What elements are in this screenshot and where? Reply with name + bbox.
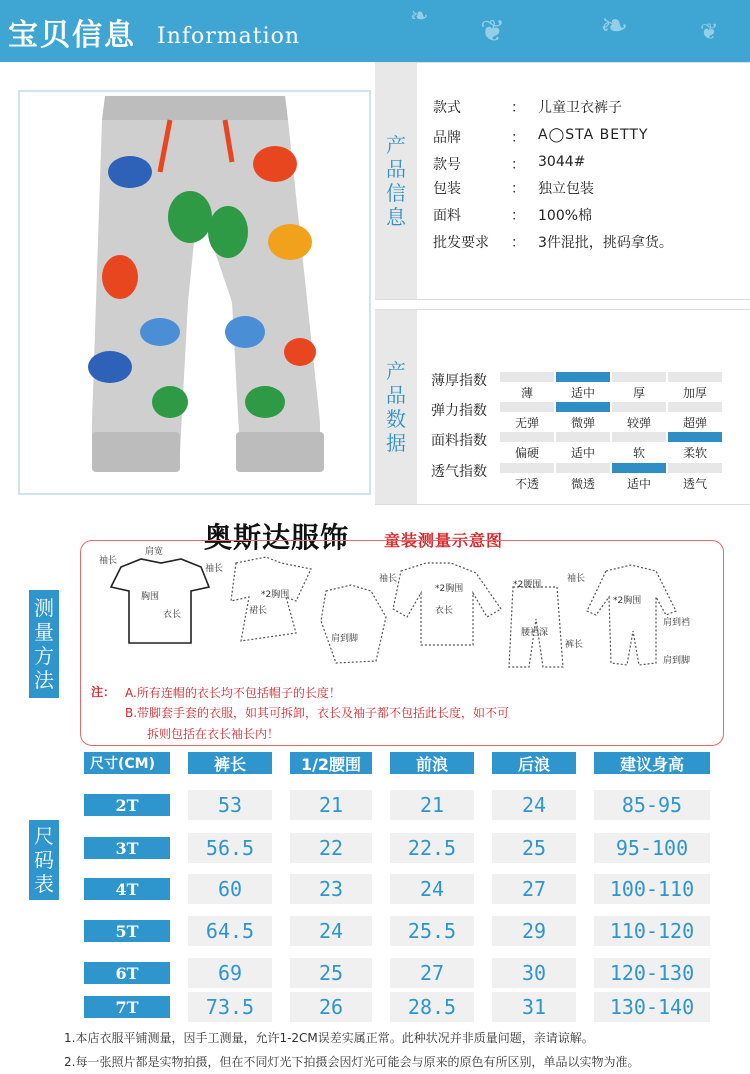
index-option-label: 薄 xyxy=(520,386,533,400)
leaf-decoration-icon: ❧ xyxy=(600,6,629,46)
index-option xyxy=(556,432,610,460)
diagram-label: *2胸围 xyxy=(435,584,464,594)
info-key: 款号 xyxy=(433,157,461,173)
info-value: 3044# xyxy=(538,154,586,170)
header-band xyxy=(0,0,750,62)
table-cell: 110-120 xyxy=(594,916,710,946)
index-name: 弹力指数 xyxy=(431,403,487,419)
table-cell: 21 xyxy=(390,790,474,820)
table-cell: 22 xyxy=(290,833,372,863)
index-option-label: 透气 xyxy=(682,477,707,491)
header-title: 宝贝信息 xyxy=(8,18,136,53)
table-cell: 31 xyxy=(492,992,576,1022)
section-label-char: 产 xyxy=(386,132,406,157)
info-colon: ： xyxy=(511,130,525,146)
size-label: 3T xyxy=(84,837,170,859)
index-option xyxy=(500,372,554,400)
section-label-char: 数 xyxy=(386,406,406,431)
index-option xyxy=(612,372,666,400)
index-option xyxy=(668,402,722,430)
pants-image xyxy=(20,92,369,493)
size-label: 2T xyxy=(84,794,170,816)
table-cell: 130-140 xyxy=(594,992,710,1022)
table-cell: 53 xyxy=(188,790,272,820)
table-cell: 73.5 xyxy=(188,992,272,1022)
section-label-char: 产 xyxy=(386,358,406,383)
info-key: 品牌 xyxy=(433,130,461,146)
brand-name: 奥斯达服饰 xyxy=(204,521,350,554)
index-option-label: 无弹 xyxy=(514,416,539,430)
info-key: 批发要求 xyxy=(433,235,489,251)
divider xyxy=(375,299,750,300)
table-cell: 25 xyxy=(492,833,576,863)
index-indicator xyxy=(668,372,722,382)
index-option-label: 适中 xyxy=(570,386,595,400)
table-header: 尺寸(CM) xyxy=(84,752,170,774)
section-label-char: 据 xyxy=(386,430,406,455)
divider xyxy=(375,62,750,63)
index-option xyxy=(612,432,666,460)
leaf-decoration-icon: ❧ xyxy=(410,4,429,29)
index-option-label: 较弹 xyxy=(626,416,651,430)
index-indicator-selected xyxy=(556,372,610,382)
table-cell: 23 xyxy=(290,874,372,904)
side-tab-char: 测 xyxy=(34,596,54,620)
index-indicator xyxy=(556,463,610,473)
info-colon: ： xyxy=(511,235,525,251)
table-cell: 29 xyxy=(492,916,576,946)
info-value: 独立包装 xyxy=(538,181,594,197)
table-cell: 24 xyxy=(492,790,576,820)
diagram-label: 袖长 xyxy=(99,556,118,566)
index-option xyxy=(668,463,722,491)
diagram-label: 衣长 xyxy=(163,610,182,620)
index-name: 薄厚指数 xyxy=(431,373,487,389)
index-option-label: 微透 xyxy=(570,477,595,491)
measurement-diagram xyxy=(80,540,724,746)
table-cell: 27 xyxy=(492,874,576,904)
index-option-label: 加厚 xyxy=(682,386,707,400)
table-cell: 100-110 xyxy=(594,874,710,904)
index-name: 面料指数 xyxy=(431,433,487,449)
index-indicator xyxy=(668,463,722,473)
side-tab-char: 法 xyxy=(34,668,54,692)
diagram-label: 袖长 xyxy=(379,574,398,584)
table-cell: 22.5 xyxy=(390,833,474,863)
table-cell: 64.5 xyxy=(188,916,272,946)
divider xyxy=(375,309,750,310)
table-cell: 56.5 xyxy=(188,833,272,863)
size-table-tab xyxy=(29,820,59,900)
table-cell: 25.5 xyxy=(390,916,474,946)
index-option-label: 厚 xyxy=(632,386,645,400)
info-colon: ： xyxy=(511,208,525,224)
index-name: 透气指数 xyxy=(431,464,487,480)
index-option xyxy=(612,463,666,491)
side-tab-char: 方 xyxy=(34,644,54,668)
divider xyxy=(375,504,750,505)
diagram-label: 袖长 xyxy=(205,564,224,574)
diagram-label: 肩宽 xyxy=(145,547,164,557)
index-indicator-selected xyxy=(612,463,666,473)
index-option xyxy=(556,402,610,430)
measure-method-tab xyxy=(29,590,59,698)
info-colon: ： xyxy=(511,181,525,197)
index-option-label: 超弹 xyxy=(682,416,707,430)
product-info-label xyxy=(375,62,417,299)
diagram-label: *2胸围 xyxy=(613,596,642,606)
diagram-label: 裤长 xyxy=(565,640,584,650)
note-b: B.带脚套手套的衣服，如其可拆卸，衣长及袖子都不包括此长度，如不可 xyxy=(125,706,510,720)
index-option xyxy=(556,463,610,491)
info-value: 3件混批，挑码拿货。 xyxy=(538,235,673,251)
table-cell: 24 xyxy=(390,874,474,904)
note-prefix: 注： xyxy=(91,685,116,699)
diagram-title: 童装测量示意图 xyxy=(384,531,504,550)
section-label-char: 息 xyxy=(386,204,406,229)
index-option xyxy=(500,402,554,430)
table-cell: 21 xyxy=(290,790,372,820)
index-option-label: 偏硬 xyxy=(514,446,539,460)
footnote: 1.本店衣服平铺测量，因手工测量，允许1-2CM误差实属正常。此种状况并非质量问题，亲请谅解。 xyxy=(64,1031,594,1045)
index-indicator xyxy=(612,372,666,382)
note-a: A.所有连帽的衣长均不包括帽子的长度！ xyxy=(125,686,341,700)
table-cell: 28.5 xyxy=(390,992,474,1022)
side-tab-char: 码 xyxy=(34,848,54,872)
leaf-decoration-icon: ❦ xyxy=(480,14,506,49)
table-cell: 25 xyxy=(290,958,372,988)
size-label: 5T xyxy=(84,920,170,942)
index-option-label: 微弹 xyxy=(570,416,595,430)
index-indicator xyxy=(500,463,554,473)
table-header: 前浪 xyxy=(390,752,474,774)
side-tab-char: 表 xyxy=(34,872,54,896)
diagram-label: 肩到裆 xyxy=(663,618,691,628)
footnote: 2.每一张照片都是实物拍摄，但在不同灯光下拍摄会因灯光可能会与原来的原色有所区别，单品以实物为准。 xyxy=(64,1055,640,1069)
index-option xyxy=(612,402,666,430)
info-value: 100%棉 xyxy=(538,208,593,224)
index-indicator xyxy=(612,402,666,412)
index-option-label: 适中 xyxy=(626,477,651,491)
diagram-label: 腰裆深 xyxy=(521,628,549,638)
leaf-decoration-icon: ❦ xyxy=(700,20,719,45)
diagram-label: 胸围 xyxy=(141,592,160,602)
diagram-label: 肩到脚 xyxy=(331,634,359,644)
index-option xyxy=(500,432,554,460)
index-option-label: 柔软 xyxy=(682,446,707,460)
table-cell: 120-130 xyxy=(594,958,710,988)
diagram-label: *2胸围 xyxy=(261,590,290,600)
table-cell: 60 xyxy=(188,874,272,904)
header-subtitle: Information xyxy=(157,24,301,49)
diagram-label: 衣长 xyxy=(435,606,454,616)
size-label: 7T xyxy=(84,996,170,1018)
table-header: 1/2腰围 xyxy=(290,752,372,774)
index-indicator xyxy=(500,402,554,412)
info-value: 儿童卫衣裤子 xyxy=(538,100,622,116)
info-key: 面料 xyxy=(433,208,461,224)
index-indicator xyxy=(500,432,554,442)
table-cell: 27 xyxy=(390,958,474,988)
section-label-char: 品 xyxy=(386,382,406,407)
diagram-label: *2腰围 xyxy=(513,580,542,590)
size-label: 6T xyxy=(84,962,170,984)
info-key: 包装 xyxy=(433,181,461,197)
table-header: 建议身高 xyxy=(594,752,710,774)
index-option xyxy=(668,372,722,400)
info-colon: ： xyxy=(511,100,525,116)
index-option-label: 软 xyxy=(632,446,645,460)
table-cell: 85-95 xyxy=(594,790,710,820)
side-tab-char: 尺 xyxy=(34,824,54,848)
index-option-label: 不透 xyxy=(514,477,539,491)
diagram-label: 裙长 xyxy=(249,606,268,616)
info-value: A◯STA BETTY xyxy=(538,127,649,143)
note-b-cont: 拆则包括在衣长袖长内！ xyxy=(147,727,280,741)
size-label: 4T xyxy=(84,878,170,900)
product-photo xyxy=(18,90,371,495)
table-header: 后浪 xyxy=(492,752,576,774)
info-key: 款式 xyxy=(433,100,461,116)
table-cell: 69 xyxy=(188,958,272,988)
table-cell: 24 xyxy=(290,916,372,946)
table-cell: 95-100 xyxy=(594,833,710,863)
table-header: 裤长 xyxy=(188,752,272,774)
index-indicator xyxy=(612,432,666,442)
section-label-char: 品 xyxy=(386,156,406,181)
index-option xyxy=(668,432,722,460)
index-option-label: 适中 xyxy=(570,446,595,460)
index-indicator xyxy=(500,372,554,382)
index-indicator xyxy=(556,432,610,442)
product-data-label xyxy=(375,309,417,504)
index-indicator-selected xyxy=(556,402,610,412)
index-option xyxy=(500,463,554,491)
diagram-label: 袖长 xyxy=(567,574,586,584)
section-label-char: 信 xyxy=(386,180,406,205)
side-tab-char: 量 xyxy=(34,620,54,644)
info-colon: ： xyxy=(511,157,525,173)
index-option xyxy=(556,372,610,400)
table-cell: 30 xyxy=(492,958,576,988)
index-indicator-selected xyxy=(668,432,722,442)
index-indicator xyxy=(668,402,722,412)
diagram-label: 肩到脚 xyxy=(663,656,691,666)
table-cell: 26 xyxy=(290,992,372,1022)
